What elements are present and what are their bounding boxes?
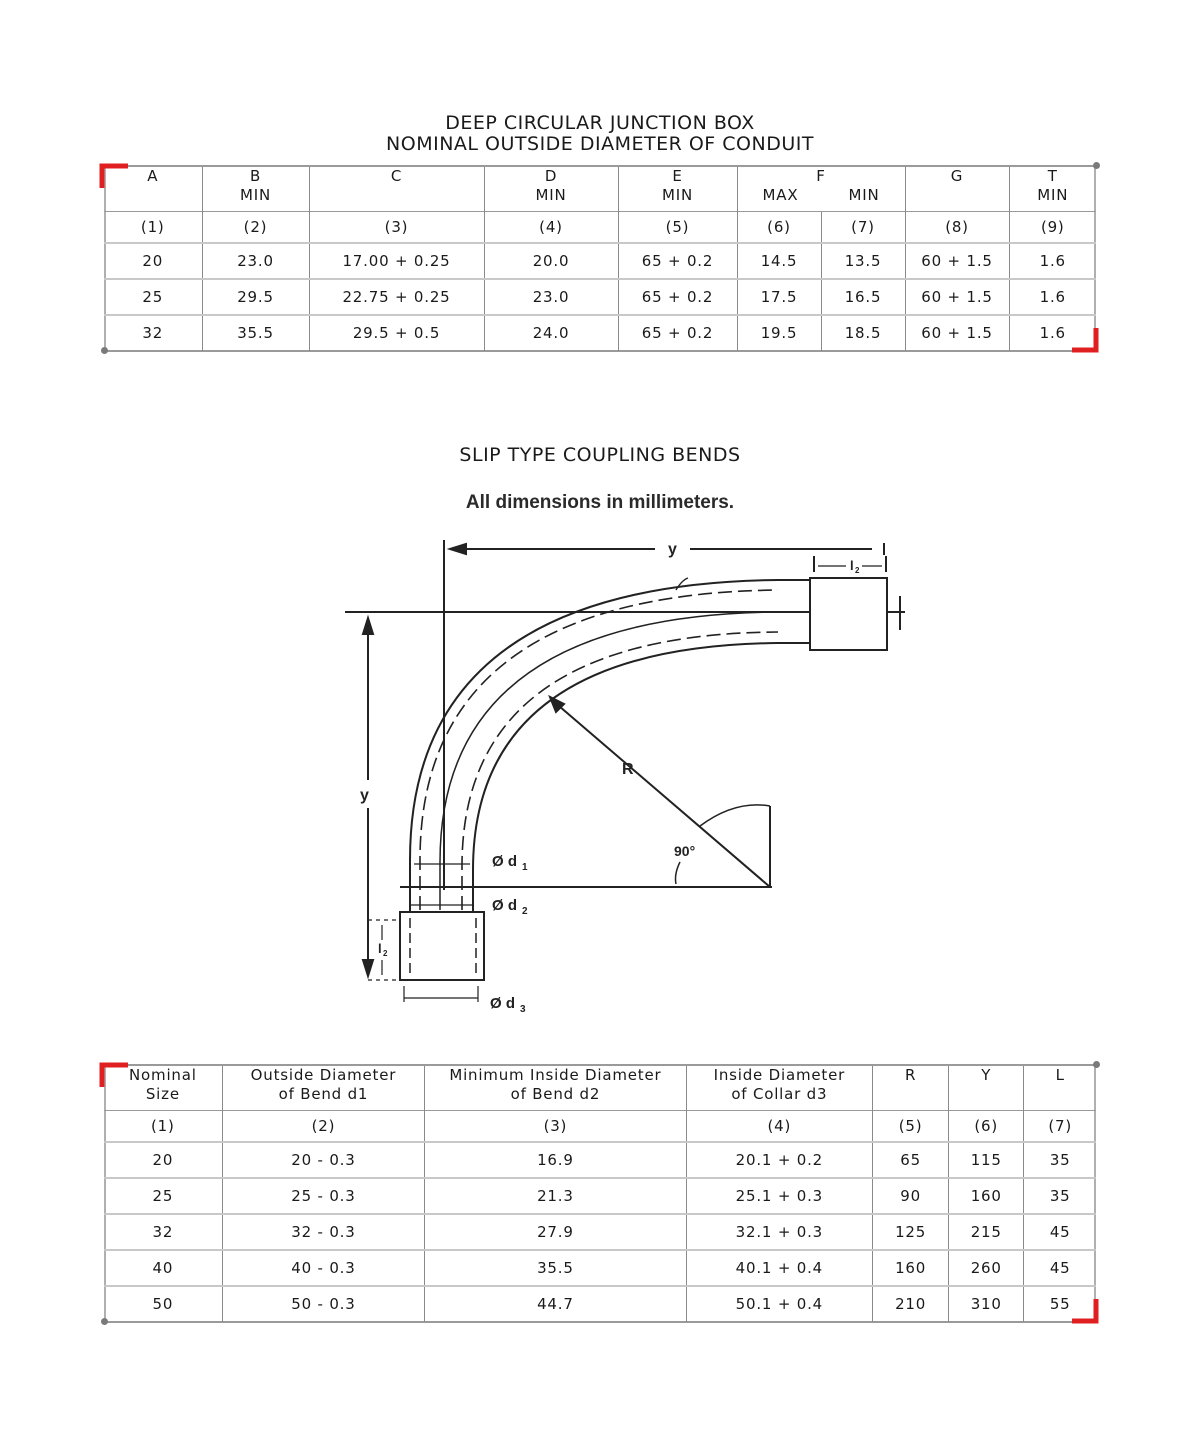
table-cell: 35	[1024, 1142, 1096, 1178]
table1-title-line1: DEEP CIRCULAR JUNCTION BOX	[445, 112, 755, 134]
header-min-inside-diameter: Minimum Inside Diameter of Bend d2	[425, 1066, 687, 1110]
col-number: (6)	[949, 1110, 1024, 1142]
header-g: G	[905, 167, 1009, 211]
diagram-label-l2-top-sub: 2	[855, 566, 860, 575]
table-cell: 32	[142, 324, 164, 342]
table-cell: 160	[873, 1250, 949, 1286]
table-cell: 22.75 + 0.25	[309, 279, 484, 315]
header-b: B MIN	[202, 167, 309, 211]
table-cell: 160	[949, 1178, 1024, 1214]
table-cell: 20	[104, 1142, 222, 1178]
table-cell: 45	[1024, 1250, 1096, 1286]
col-number: (5)	[618, 211, 737, 243]
table-cell: 65 + 0.2	[618, 315, 737, 351]
table-cell: 25.1 + 0.3	[686, 1178, 872, 1214]
table-cell: 17.5	[737, 279, 821, 315]
table-cell: 23.0	[484, 279, 618, 315]
col-number: (6)	[737, 211, 821, 243]
table2	[104, 1066, 1096, 1322]
col-number: (1)	[104, 211, 202, 243]
diagram-caption: All dimensions in millimeters.	[465, 492, 735, 513]
diagram-label-l2-top: l	[850, 558, 854, 573]
table-cell: 40	[104, 1250, 222, 1286]
header-y: Y	[949, 1066, 1024, 1110]
table-cell: 14.5	[737, 243, 821, 279]
header-outside-diameter: Outside Diameter of Bend d1	[222, 1066, 424, 1110]
table-cell: 20 - 0.3	[222, 1142, 424, 1178]
table1-title-line2: NOMINAL OUTSIDE DIAMETER OF CONDUIT	[386, 133, 814, 155]
diagram-label-d1: Ø d	[492, 853, 517, 870]
table-cell: 60 + 1.5	[905, 279, 1009, 315]
section2-title: SLIP TYPE COUPLING BENDS	[459, 444, 741, 466]
header-collar-diameter: Inside Diameter of Collar d3	[686, 1066, 872, 1110]
col-number: (7)	[1024, 1110, 1096, 1142]
table-cell: 60 + 1.5	[905, 315, 1009, 351]
table-row	[104, 1142, 1096, 1178]
header-f-max: MAX	[762, 186, 799, 204]
header-r: R	[873, 1066, 949, 1110]
table-cell: 35.5	[202, 315, 309, 351]
col-number: (8)	[905, 211, 1009, 243]
table-cell: 1.6	[1009, 279, 1096, 315]
table-cell: 32	[104, 1214, 222, 1250]
col-number: (2)	[202, 211, 309, 243]
table2-column-number-row	[104, 1110, 1096, 1142]
table-cell: 215	[949, 1214, 1024, 1250]
table2-header-row	[104, 1066, 1096, 1110]
col-number: (4)	[686, 1110, 872, 1142]
table-cell: 16.9	[425, 1142, 687, 1178]
table-cell: 50.1 + 0.4	[686, 1286, 872, 1322]
diagram-label-d2-sub: 2	[522, 906, 528, 917]
table-cell: 260	[949, 1250, 1024, 1286]
table-cell: 50	[152, 1295, 174, 1313]
table-cell: 45	[1024, 1214, 1096, 1250]
table-cell: 19.5	[737, 315, 821, 351]
table-cell: 1.6	[1009, 315, 1096, 351]
diagram-label-d3: Ø d	[490, 995, 515, 1012]
table-cell: 20.0	[484, 243, 618, 279]
header-c: C	[309, 167, 484, 211]
table-cell: 29.5 + 0.5	[309, 315, 484, 351]
table-cell: 17.00 + 0.25	[309, 243, 484, 279]
table-cell: 65	[873, 1142, 949, 1178]
table-cell: 25	[104, 279, 202, 315]
col-number: (7)	[821, 211, 905, 243]
table-cell: 13.5	[821, 243, 905, 279]
diagram-label-d2: Ø d	[492, 897, 517, 914]
table-cell: 310	[949, 1286, 1024, 1322]
table2-grid	[104, 1066, 1096, 1322]
diagram-label-y-top: y	[668, 541, 677, 558]
table-cell: 65 + 0.2	[618, 243, 737, 279]
table-cell: 60 + 1.5	[905, 243, 1009, 279]
table-cell: 20	[104, 243, 202, 279]
header-l: L	[1024, 1066, 1096, 1110]
col-number: (1)	[104, 1110, 222, 1142]
table-cell: 40.1 + 0.4	[686, 1250, 872, 1286]
diagram-label-l2-left: l	[378, 941, 382, 956]
diagram-label-angle: 90°	[674, 843, 696, 859]
table-cell: 40 - 0.3	[222, 1250, 424, 1286]
table-cell: 125	[873, 1214, 949, 1250]
table-cell: 18.5	[821, 315, 905, 351]
table-cell: 35.5	[425, 1250, 687, 1286]
table-cell: 90	[873, 1178, 949, 1214]
header-a: A	[147, 167, 159, 185]
table-cell: 24.0	[484, 315, 618, 351]
header-e: E MIN	[618, 167, 737, 211]
table-cell: 35	[1024, 1178, 1096, 1214]
table-cell: 25	[104, 1178, 222, 1214]
table-cell: 55	[1024, 1286, 1096, 1322]
table-cell: 65 + 0.2	[618, 279, 737, 315]
header-d: D MIN	[484, 167, 618, 211]
table-row	[104, 1286, 1096, 1322]
table-cell: 210	[873, 1286, 949, 1322]
col-number: (3)	[425, 1110, 687, 1142]
table-cell: 29.5	[202, 279, 309, 315]
table-cell: 32 - 0.3	[222, 1214, 424, 1250]
table-cell: 50 - 0.3	[222, 1286, 424, 1322]
table-cell: 115	[949, 1142, 1024, 1178]
diagram-label-y-left: y	[360, 787, 369, 804]
table-row	[104, 1178, 1096, 1214]
table-cell: 21.3	[425, 1178, 687, 1214]
header-f-min: MIN	[848, 186, 880, 204]
diagram-label-l2-left-sub: 2	[383, 949, 388, 958]
table-cell: 44.7	[425, 1286, 687, 1322]
col-number: (5)	[873, 1110, 949, 1142]
table-cell: 27.9	[425, 1214, 687, 1250]
diagram-label-d1-sub: 1	[522, 862, 528, 873]
table-cell: 20.1 + 0.2	[686, 1142, 872, 1178]
table-row	[104, 1214, 1096, 1250]
col-number: (4)	[484, 211, 618, 243]
table-row	[104, 1250, 1096, 1286]
table-cell: 16.5	[821, 279, 905, 315]
col-number: (2)	[222, 1110, 424, 1142]
diagram-label-d3-sub: 3	[520, 1004, 526, 1015]
diagram-label-r: R	[622, 761, 634, 778]
header-nominal-size: Nominal Size	[129, 1066, 197, 1103]
table-cell: 23.0	[202, 243, 309, 279]
table-cell: 25 - 0.3	[222, 1178, 424, 1214]
header-f: F MAX MIN	[737, 167, 905, 211]
header-t: T MIN	[1009, 167, 1096, 211]
table-cell: 32.1 + 0.3	[686, 1214, 872, 1250]
col-number: (3)	[309, 211, 484, 243]
table-cell: 1.6	[1009, 243, 1096, 279]
col-number: (9)	[1009, 211, 1096, 243]
